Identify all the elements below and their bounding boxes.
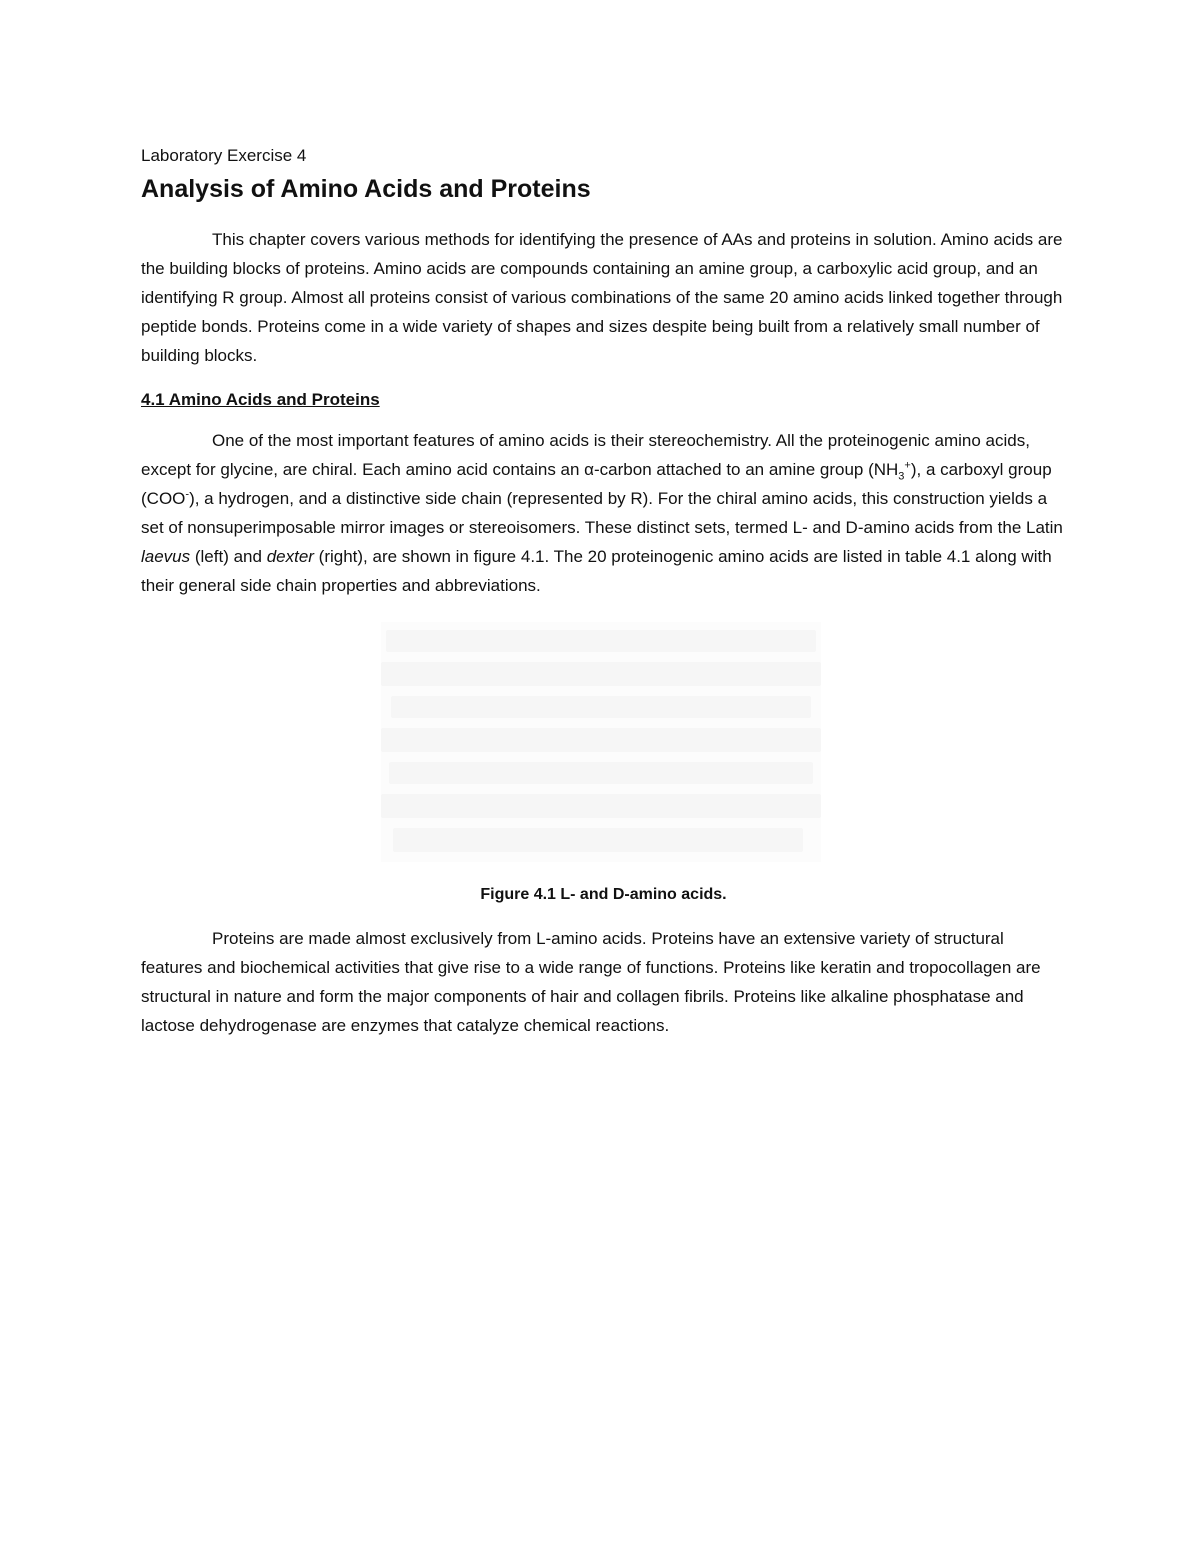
subscript-3: 3 — [898, 470, 905, 483]
page-title: Analysis of Amino Acids and Proteins — [141, 175, 591, 203]
stereochemistry-paragraph — [141, 426, 1066, 600]
para-text-1: One of the most important features of amino acids is their stereochemistry. All the proteinogenic amino acids, except for glycine, are chiral. Each amino acid contains an α-carbon attached to an amine group (NH — [141, 431, 1030, 479]
amino-acid-figure — [381, 622, 821, 862]
superscript-plus: + — [904, 459, 911, 472]
intro-paragraph: This chapter covers various methods for identifying the presence of AAs and proteins in solution. Amino acids are the building blocks of proteins. Amino acids are compounds containing an amine group, a carboxylic acid group, and an identifying R group. Almost all proteins consist of various combinations of the same 20 amino acids linked together through peptide bonds. Proteins come in a wide variety of shapes and sizes despite being built from a relatively small number of building blocks. — [141, 230, 1063, 365]
para-text-4: (left) and — [190, 547, 267, 566]
para-text-3: ), a hydrogen, and a distinctive side chain (represented by R). For the chiral amino acids, this construction yields a set of nonsuperimposable mirror images or stereoisomers. These distinct sets, termed L- and D-amino acids from the Latin — [141, 489, 1063, 537]
blurred-figure-image — [381, 622, 821, 862]
figure-caption: Figure 4.1 L- and D-amino acids. — [480, 886, 727, 903]
latin-dexter: dexter — [266, 547, 314, 566]
para-text-2: ), a carboxyl group (COO — [141, 460, 1052, 508]
superscript-minus: - — [185, 488, 190, 501]
para-text-5: (right), are shown in figure 4.1. The 20 proteinogenic amino acids are listed in table 4.1 along with their general side chain properties and abbreviations. — [141, 547, 1052, 595]
closing-paragraph: Proteins are made almost exclusively from L-amino acids. Proteins have an extensive variety of structural features and biochemical activities that give rise to a wide range of functions. Proteins like keratin and tropocollagen are structural in nature and form the major components of hair and collagen fibrils. Proteins like alkaline phosphatase and lactose dehydrogenase are enzymes that catalyze chemical reactions. — [141, 929, 1041, 1035]
document-content — [141, 145, 1066, 1040]
exercise-label: Laboratory Exercise 4 — [141, 146, 307, 165]
latin-laevus: laevus — [141, 547, 191, 566]
section-heading: 4.1 Amino Acids and Proteins — [141, 390, 380, 409]
